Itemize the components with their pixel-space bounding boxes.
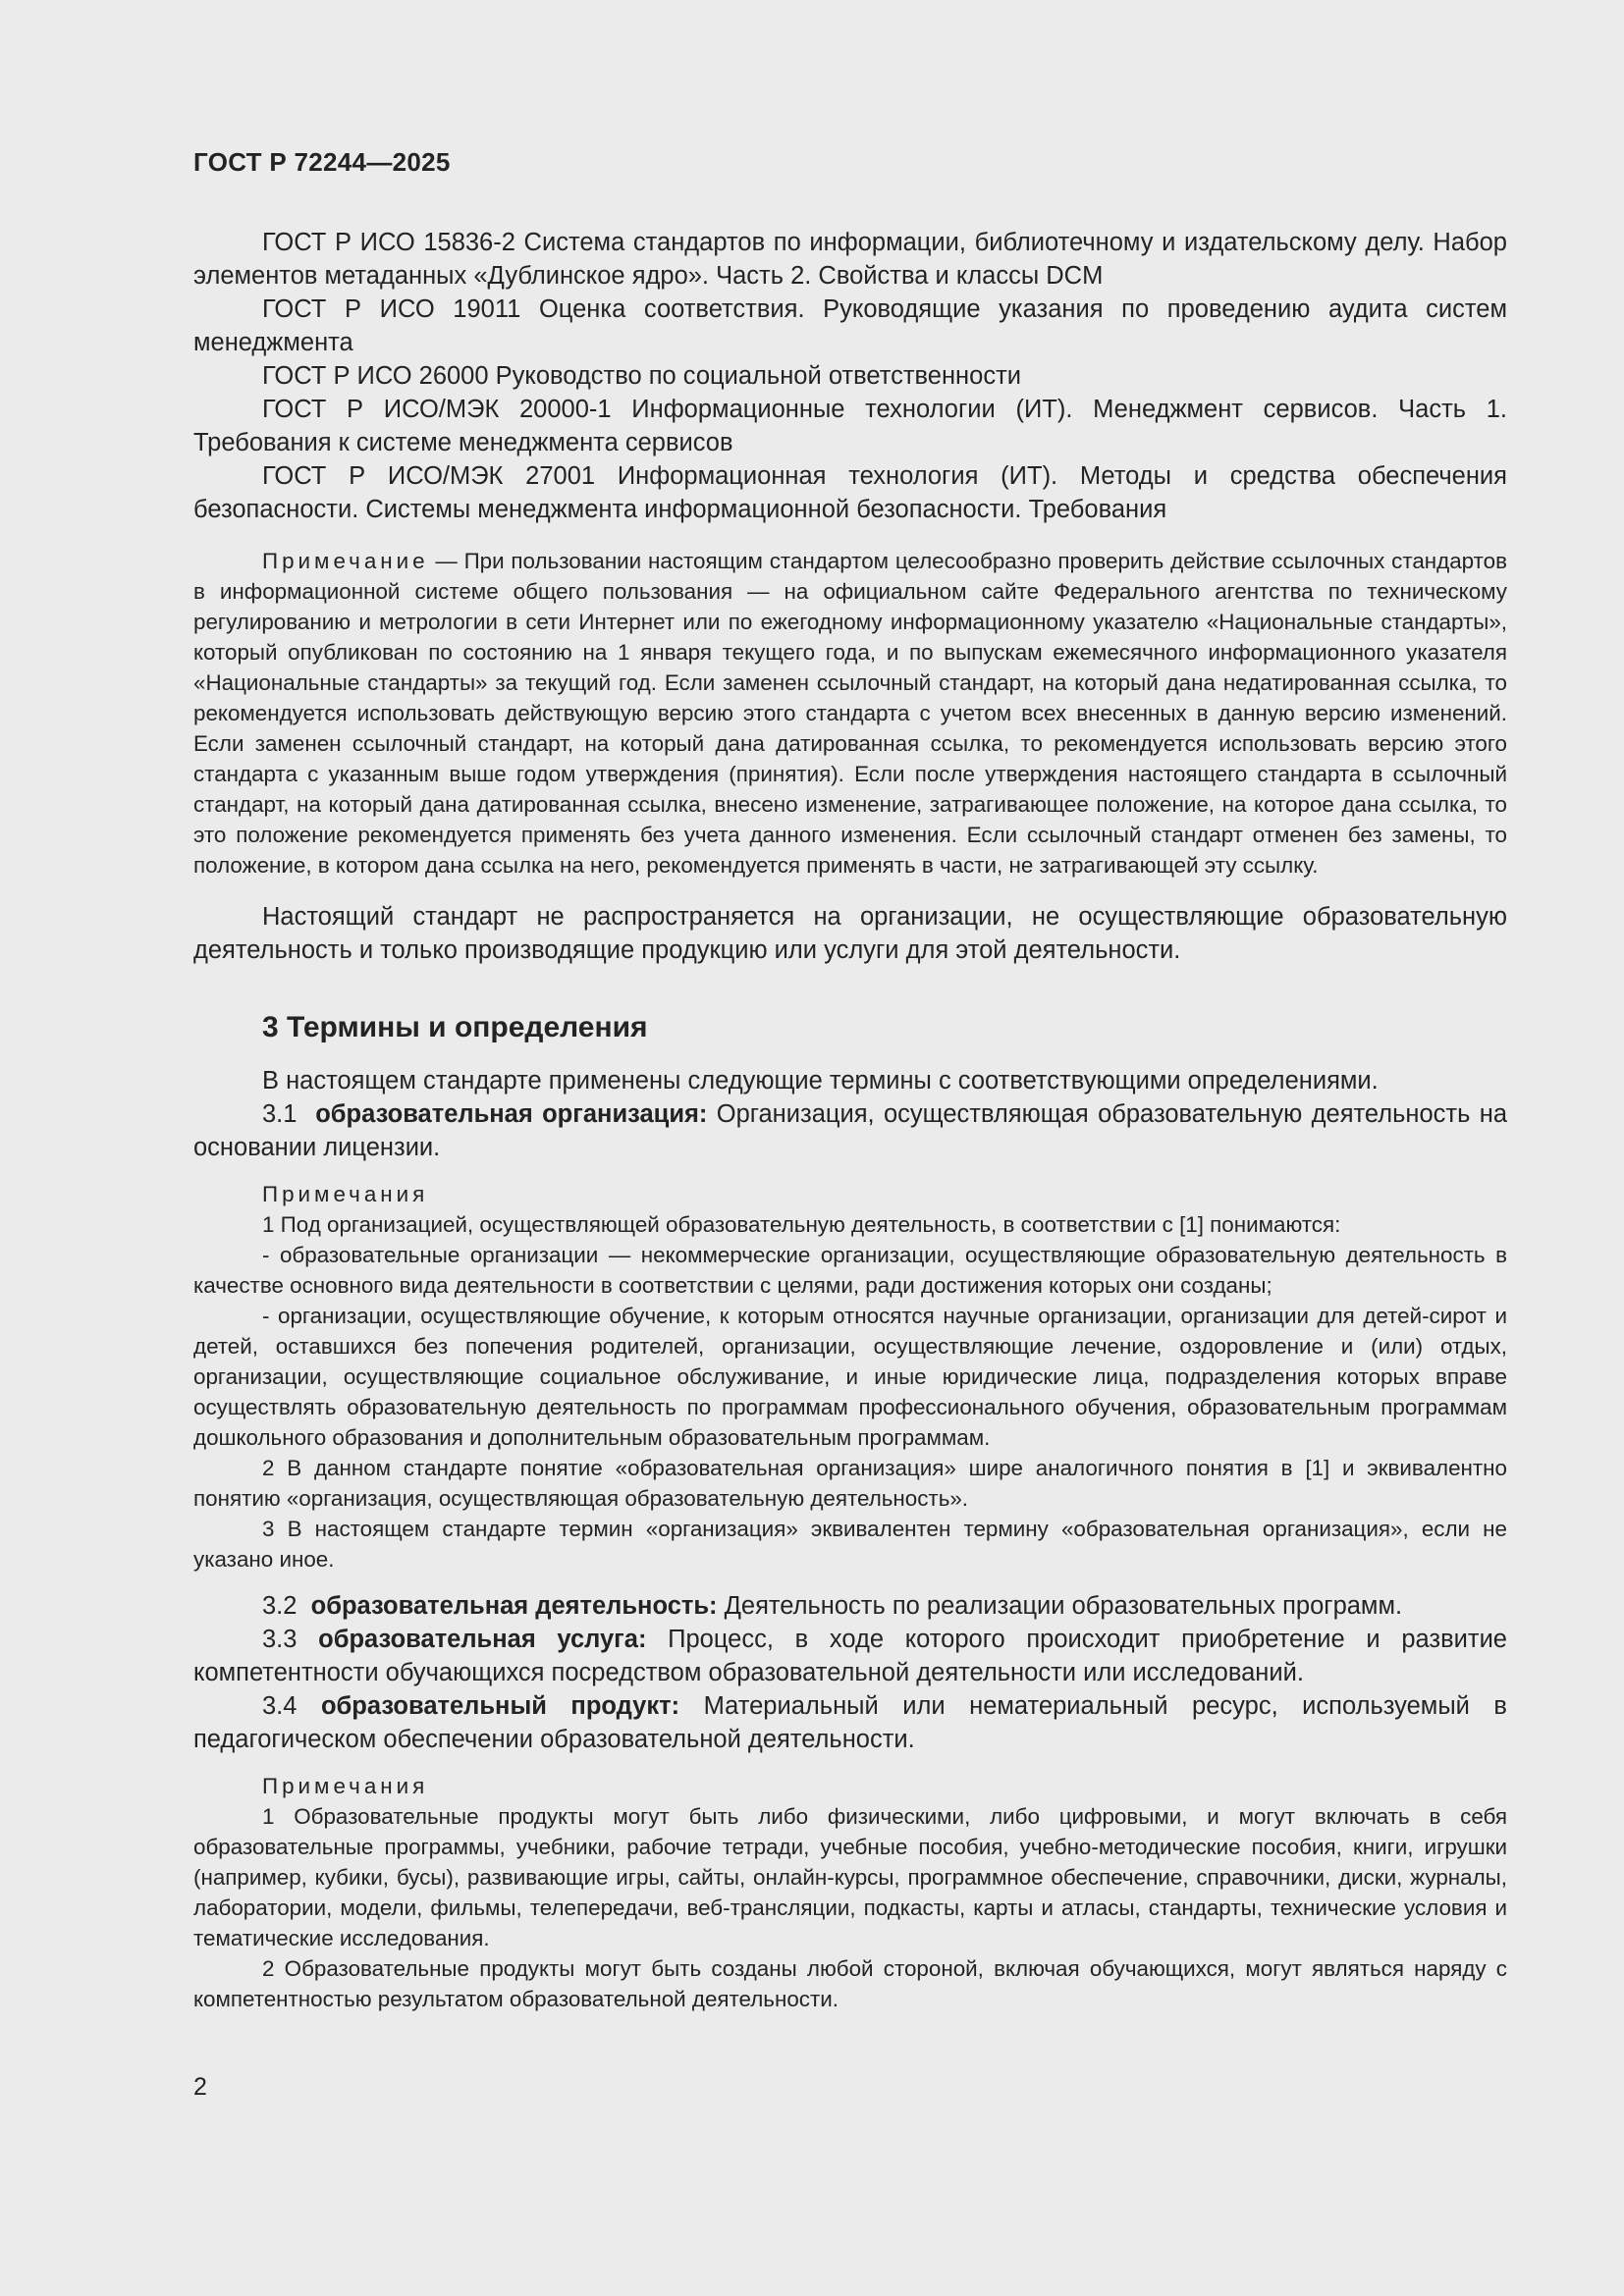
reference-item: ГОСТ Р ИСО 15836-2 Система стандартов по информации, библиотечному и издательскому делу. Набор элементов метаданных «Дублинское ядро». Часть 2. Свойства и классы DCM	[193, 229, 1507, 290]
term-number: 3.2	[262, 1592, 298, 1620]
term-definition: Материальный или нематериальный ресурс, используемый в педагогическом обеспечении образовательной деятельности.	[193, 1692, 1507, 1753]
term-number: 3.3	[262, 1626, 298, 1653]
reference-item: ГОСТ Р ИСО 19011 Оценка соответствия. Руководящие указания по проведению аудита систем менеджмента	[193, 295, 1507, 356]
reference-item: ГОСТ Р ИСО/МЭК 20000-1 Информационные технологии (ИТ). Менеджмент сервисов. Часть 1. Требования к системе менеджмента сервисов	[193, 396, 1507, 456]
term-3-3	[193, 1623, 1507, 1689]
scope-paragraph: Настоящий стандарт не распространяется на организации, не осуществляющие образовательную деятельность и только производящие продукцию или услуги для этой деятельности.	[193, 903, 1507, 964]
note-label: Примечание	[262, 549, 429, 573]
notes-label: Примечания	[262, 1774, 429, 1798]
term-3-4	[193, 1689, 1507, 1756]
term-name: образовательная деятельность:	[310, 1592, 718, 1620]
note-item: 1 Под организацией, осуществляющей образовательную деятельность, в соответствии с [1] понимаются:	[262, 1212, 1341, 1237]
notes-label: Примечания	[262, 1182, 429, 1206]
note-item: 3 В настоящем стандарте термин «организация» эквивалентен термину «образовательная организация», если не указано иное.	[193, 1517, 1507, 1572]
term-number: 3.1	[262, 1100, 298, 1128]
note-dash-item: - образовательные организации — некоммерческие организации, осуществляющие образовательную деятельность в качестве основного вида деятельности в соответствии с целями, ради достижения которых они созданы;	[193, 1243, 1507, 1298]
page-number: 2	[193, 2073, 207, 2101]
note-item: 2 В данном стандарте понятие «образовательная организация» шире аналогичного понятия в [1] и эквивалентно понятию «организация, осуществляющая образовательную деятельность».	[193, 1456, 1507, 1511]
term-3-2	[193, 1589, 1507, 1623]
term-name: образовательная организация:	[315, 1100, 708, 1128]
reference-item: ГОСТ Р ИСО/МЭК 27001 Информационная технология (ИТ). Методы и средства обеспечения безопасности. Системы менеджмента информационной безопасности. Требования	[193, 462, 1507, 523]
document-header: ГОСТ Р 72244—2025	[193, 147, 451, 177]
reference-item: ГОСТ Р ИСО 26000 Руководство по социальной ответственности	[262, 362, 1021, 390]
section-3-intro: В настоящем стандарте применены следующие термины с соответствующими определениями.	[262, 1067, 1379, 1095]
term-number: 3.4	[262, 1692, 298, 1720]
note-dash-item: - организации, осуществляющие обучение, к которым относятся научные организации, организации для детей-сирот и детей, оставшихся без попечения родителей, организации, осуществляющие лечение, оздоровление и (или) отдых, организации, осуществляющие социальное обслуживание, и иные юридические лица, подразделения которых вправе осуществлять образовательную деятельность по программам профессионального обучения, образовательным программам дошкольного образования и дополнительным образовательным программам.	[193, 1304, 1507, 1450]
note-item: 1 Образовательные продукты могут быть либо физическими, либо цифровыми, и могут включать в себя образовательные программы, учебники, рабочие тетради, учебные пособия, учебно-методические пособия, книги, игрушки (например, кубики, бусы), развивающие игры, сайты, онлайн-курсы, программное обеспечение, справочники, диски, журналы, лаборатории, модели, фильмы, телепередачи, веб-трансляции, подкасты, карты и атласы, стандарты, технические условия и тематические исследования.	[193, 1804, 1507, 1950]
note-text: — При пользовании настоящим стандартом целесообразно проверить действие ссылочных стандартов в информационной системе общего пользования — на официальном сайте Федерального агентства по техническому регулированию и метрологии в сети Интернет или по ежегодному информационному указателю «Национальные стандарты», который опубликован по состоянию на 1 января текущего года, и по выпускам ежемесячного информационного указателя «Национальные стандарты» за текущий год. Если заменен ссылочный стандарт, на который дана недатированная ссылка, то рекомендуется использовать действующую версию этого стандарта с учетом всех внесенных в данную версию изменений. Если заменен ссылочный стандарт, на который дана датированная ссылка, то рекомендуется использовать версию этого стандарта с указанным выше годом утверждения (принятия). Если после утверждения настоящего стандарта в ссылочный стандарт, на который дана датированная ссылка, внесено изменение, затрагивающее положение, на которое дана ссылка, то это положение рекомендуется применять без учета данного изменения. Если ссылочный стандарт отменен без замены, то положение, в котором дана ссылка на него, рекомендуется применять в части, не затрагивающей эту ссылку.	[193, 549, 1507, 878]
term-definition: Организация, осуществляющая образовательную деятельность на основании лицензии.	[193, 1100, 1507, 1161]
note-item: 2 Образовательные продукты могут быть созданы любой стороной, включая обучающихся, могут являться наряду с компетентностью результатом образовательной деятельности.	[193, 1956, 1507, 2011]
term-name: образовательный продукт:	[320, 1692, 680, 1720]
note-main	[193, 546, 1507, 881]
term-3-1	[193, 1097, 1507, 1164]
term-name: образовательная услуга:	[318, 1626, 647, 1653]
page-content	[193, 226, 1507, 2014]
term-definition: Процесс, в ходе которого происходит приобретение и развитие компетентности обучающихся посредством образовательной деятельности или исследований.	[193, 1626, 1507, 1686]
term-definition: Деятельность по реализации образовательных программ.	[717, 1592, 1403, 1620]
section-3-title: 3 Термины и определения	[262, 1011, 648, 1043]
